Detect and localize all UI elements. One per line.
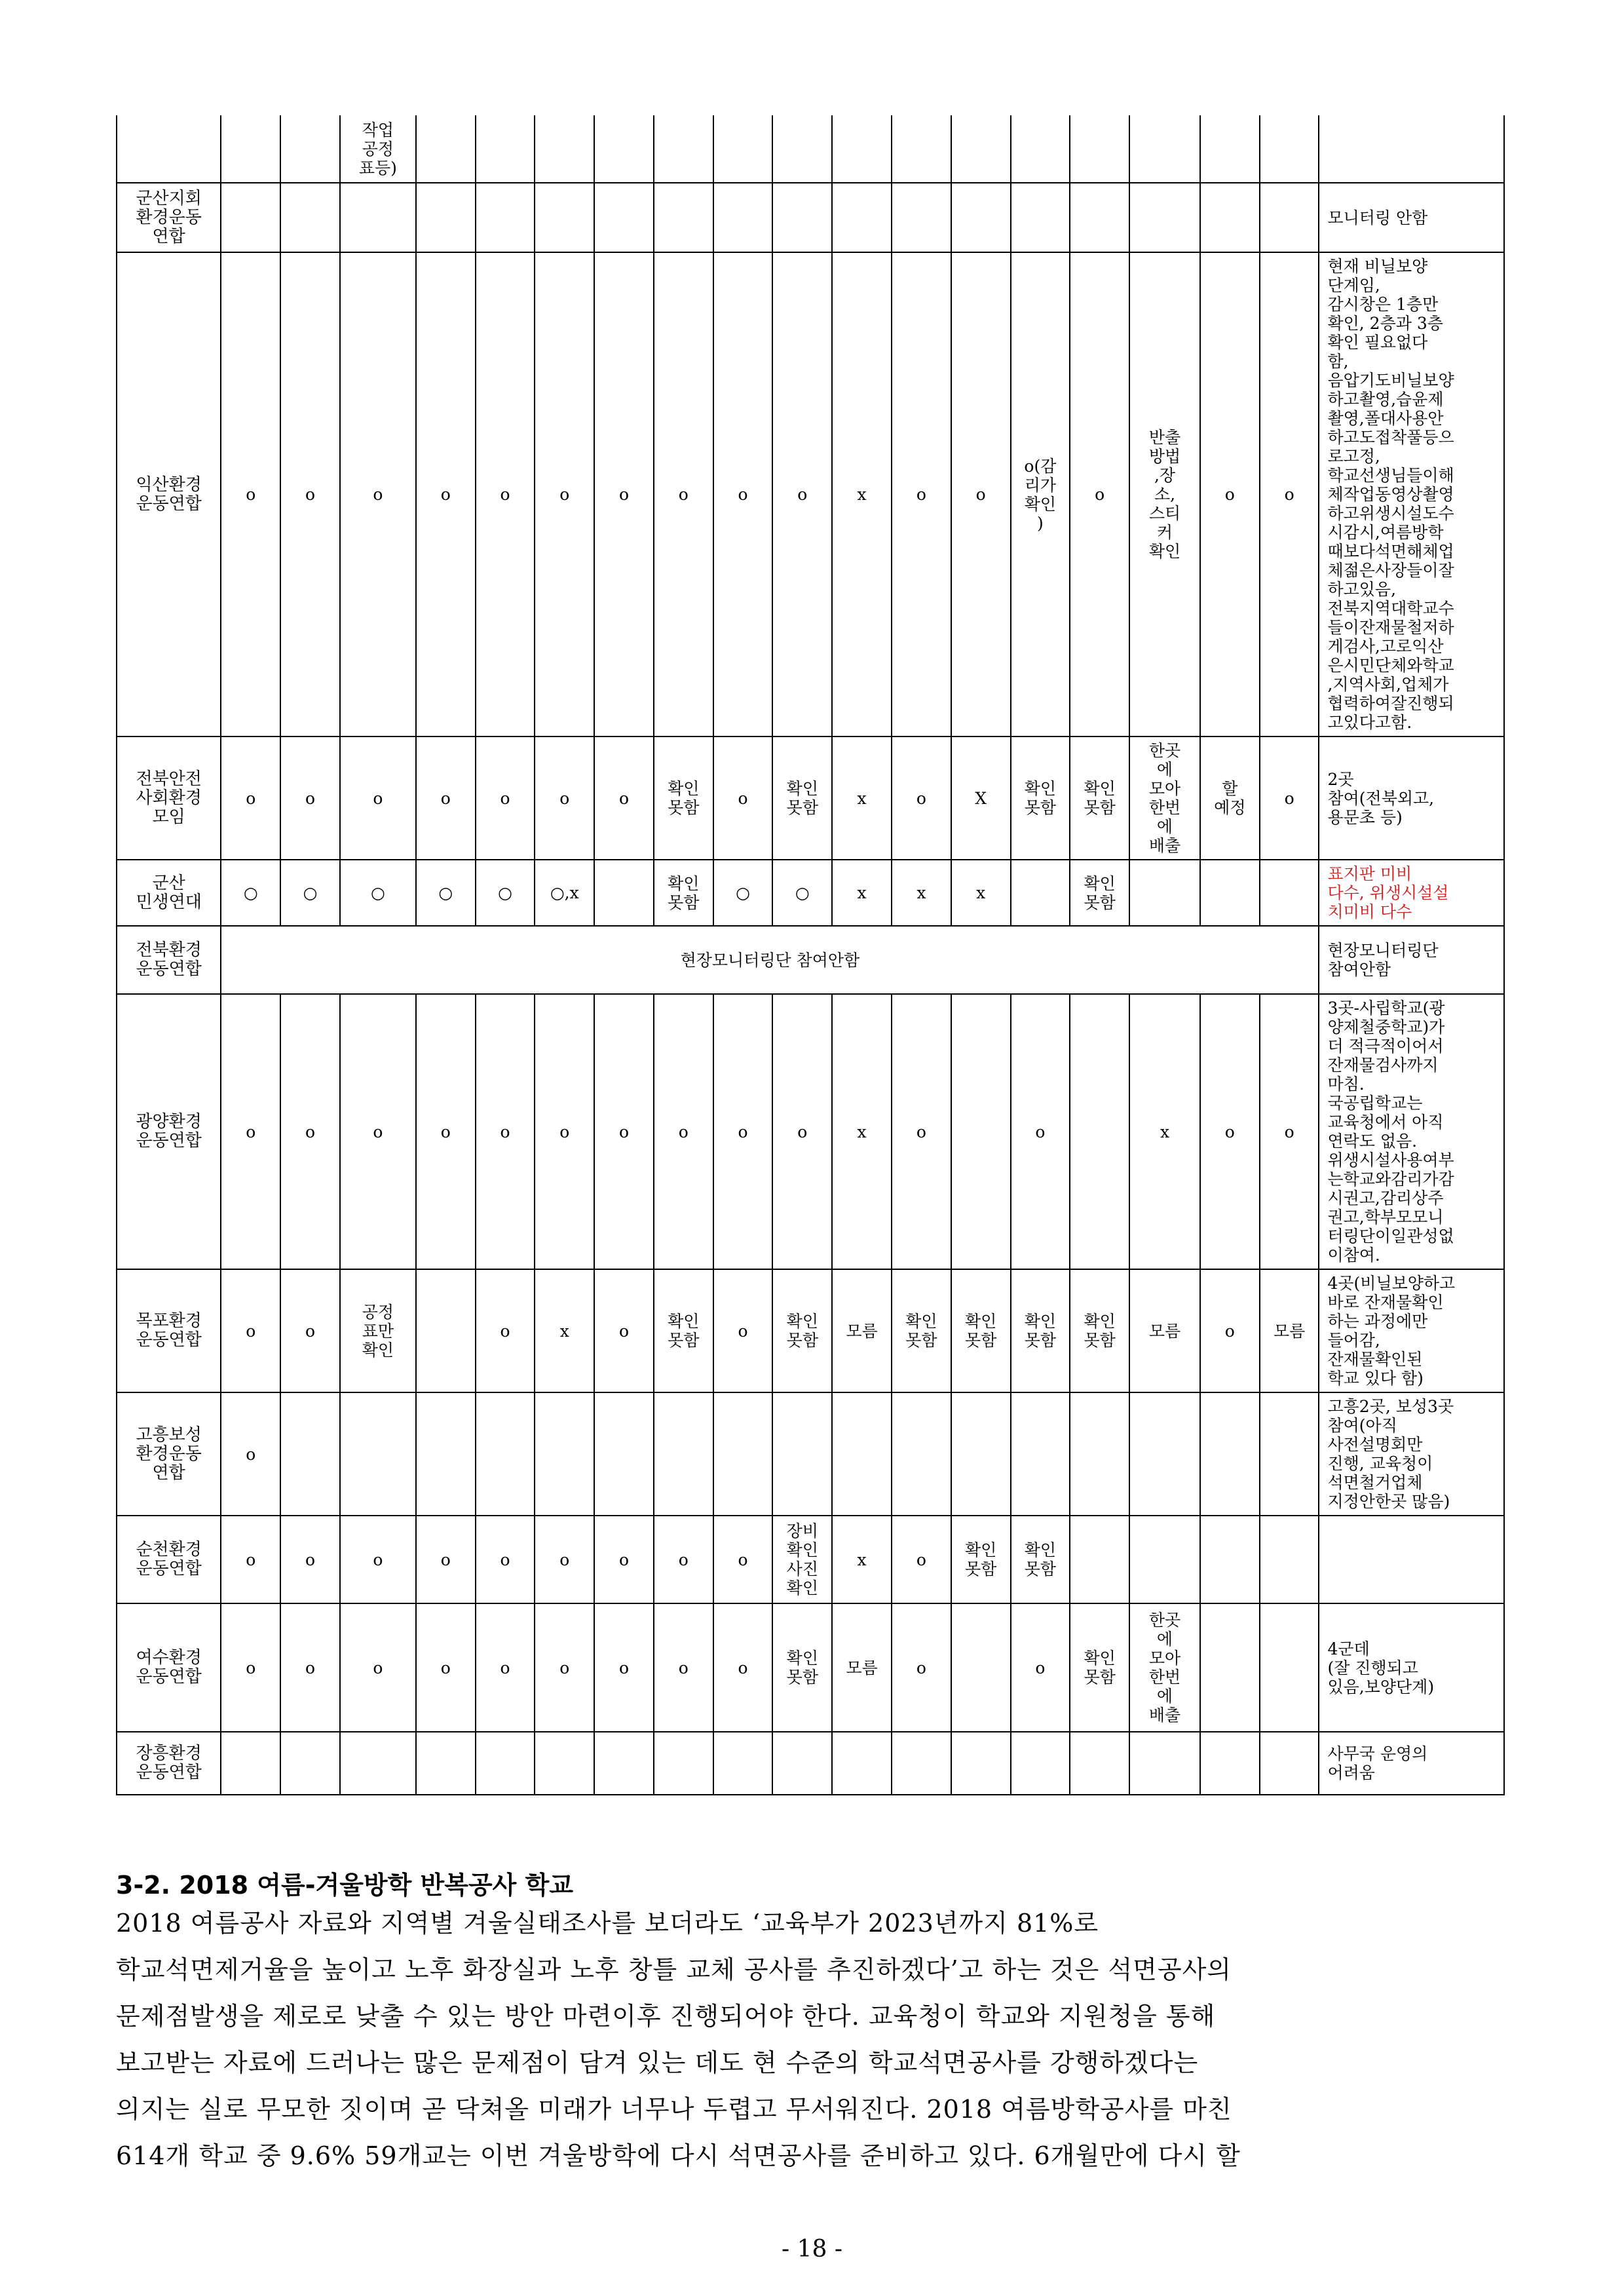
table-cell: 확인 못함	[772, 1269, 832, 1392]
paragraph-line: 학교석면제거율을 높이고 노후 화장실과 노후 창틀 교체 공사를 추진하겠다’고 하는 것은 석면공사의	[116, 1955, 1232, 1984]
table-cell: 확인 못함	[772, 737, 832, 860]
table-cell	[221, 183, 280, 252]
table-cell: o	[340, 252, 416, 737]
table-cell	[654, 115, 713, 183]
table-cell	[1200, 115, 1260, 183]
table-cell: o	[221, 1516, 280, 1603]
table-cell: 모름	[1260, 1269, 1319, 1392]
table-cell	[772, 1392, 832, 1516]
table-cell: o	[280, 994, 340, 1269]
table-cell: o(감 리가 확인 )	[1011, 252, 1070, 737]
table-cell	[1260, 860, 1319, 926]
table-cell	[1070, 183, 1129, 252]
table-cell: o	[221, 737, 280, 860]
table-cell	[1200, 1732, 1260, 1795]
table-cell: 모름	[1129, 1269, 1200, 1392]
table-cell	[1070, 1392, 1129, 1516]
table-cell: o	[594, 737, 654, 860]
table-cell	[713, 1732, 773, 1795]
table-cell: o	[535, 1516, 594, 1603]
table-cell: 확인 못함	[772, 1603, 832, 1732]
table-row	[117, 1603, 1504, 1732]
table-cell	[713, 183, 773, 252]
table-cell: o	[280, 252, 340, 737]
table-cell: 공정 표만 확인	[340, 1269, 416, 1392]
note-cell: 4곳(비닐보양하고 바로 잔재물확인 하는 과정에만 들어감, 잔재물확인된 학교 있다 함)	[1319, 1269, 1504, 1392]
table-row	[117, 252, 1504, 737]
table-cell: 확인 못함	[1070, 1269, 1129, 1392]
table-cell	[340, 183, 416, 252]
table-cell	[772, 1732, 832, 1795]
table-cell	[1200, 1516, 1260, 1603]
table-cell	[280, 1392, 340, 1516]
table-cell: o	[221, 1269, 280, 1392]
table-cell: o	[416, 737, 476, 860]
table-cell: x	[832, 252, 892, 737]
table-cell	[535, 1732, 594, 1795]
table-cell	[1200, 1603, 1260, 1732]
table-cell: o	[340, 737, 416, 860]
table-cell: o	[340, 1603, 416, 1732]
table-cell	[594, 1732, 654, 1795]
table-cell	[535, 183, 594, 252]
table-cell: o	[594, 994, 654, 1269]
table-cell	[1011, 860, 1070, 926]
table-cell: o	[221, 994, 280, 1269]
table-cell	[1011, 1732, 1070, 1795]
table-cell	[1260, 1603, 1319, 1732]
table-cell	[772, 115, 832, 183]
table-cell	[832, 115, 892, 183]
table-cell: o	[1011, 1603, 1070, 1732]
table-cell	[1129, 115, 1200, 183]
table-cell	[832, 183, 892, 252]
table-cell: o	[416, 1603, 476, 1732]
org-name-cell: 군산지회 환경운동 연합	[117, 183, 221, 252]
table-cell: X	[951, 737, 1011, 860]
table-cell: x	[892, 860, 951, 926]
table-row	[117, 1392, 1504, 1516]
table-cell	[340, 1392, 416, 1516]
table-cell: o	[713, 1516, 773, 1603]
table-cell: o	[221, 252, 280, 737]
paragraph-line: 의지는 실로 무모한 짓이며 곧 닥쳐올 미래가 너무나 두렵고 무서워진다. 2018 여름방학공사를 마친	[116, 2095, 1232, 2124]
table-cell: ○	[476, 860, 535, 926]
table-cell: o	[1200, 1269, 1260, 1392]
table-cell: ○	[416, 860, 476, 926]
org-name-cell: 목포환경 운동연합	[117, 1269, 221, 1392]
table-cell: o	[476, 1516, 535, 1603]
table-cell: ○	[340, 860, 416, 926]
table-cell	[1260, 115, 1319, 183]
table-cell	[416, 115, 476, 183]
table-cell: o	[1260, 737, 1319, 860]
table-cell: 확인 못함	[1011, 737, 1070, 860]
table-cell	[1129, 1392, 1200, 1516]
table-cell	[951, 1392, 1011, 1516]
table-cell: 확인 못함	[654, 1269, 713, 1392]
table-cell	[713, 1392, 773, 1516]
table-cell: o	[892, 1603, 951, 1732]
table-cell	[892, 183, 951, 252]
table-cell	[221, 1732, 280, 1795]
monitoring-table	[116, 115, 1505, 1795]
table-cell	[951, 1603, 1011, 1732]
table-cell: 확인 못함	[1011, 1516, 1070, 1603]
org-name-cell: 익산환경 운동연합	[117, 252, 221, 737]
table-cell	[1129, 1516, 1200, 1603]
table-cell: x	[832, 860, 892, 926]
paragraph-line: 614개 학교 중 9.6% 59개교는 이번 겨울방학에 다시 석면공사를 준비하고 있다. 6개월만에 다시 할	[116, 2141, 1241, 2170]
table-cell	[280, 1732, 340, 1795]
paragraph-line: 2018 여름공사 자료와 지역별 겨울실태조사를 보더라도 ‘교육부가 2023년까지 81%로	[116, 1909, 1099, 1938]
org-name-cell: 군산 민생연대	[117, 860, 221, 926]
table-cell: x	[832, 994, 892, 1269]
table-cell: o	[892, 252, 951, 737]
table-cell: o	[1260, 252, 1319, 737]
table-cell: o	[280, 1516, 340, 1603]
table-cell	[1260, 1732, 1319, 1795]
table-cell: ○	[221, 860, 280, 926]
table-cell: x	[1129, 994, 1200, 1269]
table-cell: o	[280, 737, 340, 860]
table-cell: o	[1200, 994, 1260, 1269]
table-cell	[476, 115, 535, 183]
table-cell: 모름	[832, 1269, 892, 1392]
table-cell	[340, 1732, 416, 1795]
page-number: - 18 -	[781, 2236, 843, 2263]
section-paragraph	[116, 1900, 1508, 2179]
table-cell	[1011, 115, 1070, 183]
table-cell	[892, 115, 951, 183]
table-cell	[951, 994, 1011, 1269]
table-row	[117, 926, 1504, 994]
table-cell	[1011, 183, 1070, 252]
table-cell: o	[1260, 994, 1319, 1269]
table-cell: 한곳 에 모아 한번 에 배출	[1129, 1603, 1200, 1732]
table-cell: o	[1200, 252, 1260, 737]
table-cell: o	[594, 252, 654, 737]
table-cell	[772, 183, 832, 252]
table-row	[117, 115, 1504, 183]
table-cell: ○,x	[535, 860, 594, 926]
table-cell: o	[713, 737, 773, 860]
table-cell	[1070, 115, 1129, 183]
table-row	[117, 1732, 1504, 1795]
table-cell: o	[713, 1603, 773, 1732]
note-cell: 고흥2곳, 보성3곳 참여(아직 사전설명회만 진행, 교육청이 석면철거업체 지정안한곳 많음)	[1319, 1392, 1504, 1516]
table-row	[117, 183, 1504, 252]
table-cell	[892, 1732, 951, 1795]
table-cell: o	[535, 737, 594, 860]
paragraph-line: 보고받는 자료에 드러나는 많은 문제점이 담겨 있는 데도 현 수준의 학교석면공사를 강행하겠다는	[116, 2048, 1199, 2077]
table-cell: 확인 못함	[654, 737, 713, 860]
table-cell	[416, 1269, 476, 1392]
table-cell: 작업 공정 표등)	[340, 115, 416, 183]
table-cell: ○	[772, 860, 832, 926]
note-cell	[1319, 115, 1504, 183]
table-cell: o	[340, 994, 416, 1269]
org-name-cell: 여수환경 운동연합	[117, 1603, 221, 1732]
table-cell: o	[892, 737, 951, 860]
table-cell: ○	[280, 860, 340, 926]
table-cell	[594, 1392, 654, 1516]
table-cell: o	[476, 1603, 535, 1732]
table-cell	[951, 1732, 1011, 1795]
table-cell: o	[1070, 252, 1129, 737]
table-cell: o	[654, 994, 713, 1269]
table-cell: o	[221, 1603, 280, 1732]
table-cell	[594, 183, 654, 252]
table-cell	[1129, 1732, 1200, 1795]
table-row	[117, 1269, 1504, 1392]
table-cell: 한곳 에 모아 한번 에 배출	[1129, 737, 1200, 860]
table-cell: 확인 못함	[1070, 1603, 1129, 1732]
note-cell: 3곳-사립학교(광 양제철중학교)가 더 적극적이어서 잔재물검사까지 마침. 국공립학교는 교육청에서 아직 연락도 없음. 위생시설사용여부 는학교와감리가감 시권고,감리상주 권고,학부모모니 터링단이일관성없 이참여.	[1319, 994, 1504, 1269]
table-cell	[1011, 1392, 1070, 1516]
note-cell: 현재 비닐보양 단계임, 감시창은 1층만 확인, 2층과 3층 확인 필요없다 함, 음압기도비닐보양 하고촬영,습윤제 촬영,폴대사용안 하고도접착풀등으 로고정, 학교선생님들이해 체작업동영상촬영 하고위생시설도수 시감시,여름방학 때보다석면해체업 체젊은사장들이잘 하고있음, 전북지역대학교수 들이잔재물철저하 게검사,고로익산 은시민단체와학교 ,지역사회,업체가 협력하여잘진행되 고있다고함.	[1319, 252, 1504, 737]
table-cell	[594, 860, 654, 926]
org-name-cell: 고흥보성 환경운동 연합	[117, 1392, 221, 1516]
table-cell	[221, 115, 280, 183]
table-cell: o	[594, 1603, 654, 1732]
note-cell: 2곳 참여(전북외고, 용문초 등)	[1319, 737, 1504, 860]
table-cell	[476, 1392, 535, 1516]
table-cell: ○	[713, 860, 773, 926]
table-cell: 확인 못함	[951, 1269, 1011, 1392]
table-cell: x	[832, 1516, 892, 1603]
table-cell: o	[476, 252, 535, 737]
table-cell: o	[280, 1603, 340, 1732]
table-cell: 확인 못함	[1011, 1269, 1070, 1392]
table-row	[117, 737, 1504, 860]
table-cell	[1070, 994, 1129, 1269]
table-cell: o	[654, 1516, 713, 1603]
org-name-cell: 순천환경 운동연합	[117, 1516, 221, 1603]
table-cell: 확인 못함	[892, 1269, 951, 1392]
table-cell: x	[832, 737, 892, 860]
table-cell: o	[713, 252, 773, 737]
table-cell	[1129, 183, 1200, 252]
note-cell: 모니터링 안함	[1319, 183, 1504, 252]
table-cell	[951, 115, 1011, 183]
table-cell	[416, 1732, 476, 1795]
table-cell	[892, 1392, 951, 1516]
table-row	[117, 860, 1504, 926]
table-cell: 반출 방법 ,장 소, 스티 커 확인	[1129, 252, 1200, 737]
table-cell: 확인 못함	[951, 1516, 1011, 1603]
table-cell: x	[535, 1269, 594, 1392]
table-cell	[1070, 1516, 1129, 1603]
table-cell	[1260, 1392, 1319, 1516]
table-cell: o	[416, 252, 476, 737]
paragraph-line: 문제점발생을 제로로 낮출 수 있는 방안 마련이후 진행되어야 한다. 교육청이 학교와 지원청을 통해	[116, 2002, 1216, 2031]
table-cell	[1070, 1732, 1129, 1795]
table-cell: o	[892, 1516, 951, 1603]
org-name-cell: 전북환경 운동연합	[117, 926, 221, 994]
table-cell: o	[340, 1516, 416, 1603]
note-cell: 4군데 (잘 진행되고 있음,보양단계)	[1319, 1603, 1504, 1732]
table-cell	[476, 1732, 535, 1795]
table-cell	[476, 183, 535, 252]
note-cell: 현장모니터링단 참여안함	[1319, 926, 1504, 994]
table-cell: 확인 못함	[654, 860, 713, 926]
table-cell: o	[476, 994, 535, 1269]
table-cell	[1129, 860, 1200, 926]
table-cell	[951, 183, 1011, 252]
table-cell	[832, 1732, 892, 1795]
table-cell: o	[535, 1603, 594, 1732]
table-cell: o	[892, 994, 951, 1269]
table-cell	[416, 183, 476, 252]
table-cell: o	[713, 1269, 773, 1392]
table-cell: o	[713, 994, 773, 1269]
table-cell	[1200, 860, 1260, 926]
table-row	[117, 1516, 1504, 1603]
merged-cell: 현장모니터링단 참여안함	[221, 926, 1319, 994]
table-cell: 확인 못함	[1070, 737, 1129, 860]
org-name-cell: 전북안전 사회환경 모임	[117, 737, 221, 860]
note-cell: 사무국 운영의 어려움	[1319, 1732, 1504, 1795]
table-cell: o	[654, 1603, 713, 1732]
note-cell	[1319, 1516, 1504, 1603]
table-cell	[594, 115, 654, 183]
table-cell	[832, 1392, 892, 1516]
table-cell	[1260, 183, 1319, 252]
org-name-cell: 광양환경 운동연합	[117, 994, 221, 1269]
table-cell	[1200, 1392, 1260, 1516]
table-row	[117, 994, 1504, 1269]
table-cell: o	[416, 994, 476, 1269]
table-cell	[416, 1392, 476, 1516]
table-cell: o	[221, 1392, 280, 1516]
table-cell: o	[416, 1516, 476, 1603]
table-cell: x	[951, 860, 1011, 926]
table-cell: o	[1011, 994, 1070, 1269]
table-cell: o	[280, 1269, 340, 1392]
table-cell: o	[476, 737, 535, 860]
table-cell	[1260, 1516, 1319, 1603]
table-cell: o	[476, 1269, 535, 1392]
table-cell	[1200, 183, 1260, 252]
table-cell	[535, 1392, 594, 1516]
section-heading: 3-2. 2018 여름-겨울방학 반복공사 학교	[116, 1871, 574, 1900]
table-cell: o	[951, 252, 1011, 737]
table-cell: 할 예정	[1200, 737, 1260, 860]
note-cell: 표지판 미비 다수, 위생시설설 치미비 다수	[1319, 860, 1504, 926]
table-cell: 확인 못함	[1070, 860, 1129, 926]
org-name-cell: 장흥환경 운동연합	[117, 1732, 221, 1795]
table-cell	[535, 115, 594, 183]
table-cell	[654, 1392, 713, 1516]
table-cell: o	[772, 994, 832, 1269]
table-cell: o	[535, 252, 594, 737]
table-cell	[280, 115, 340, 183]
table-cell	[713, 115, 773, 183]
org-name-cell	[117, 115, 221, 183]
table-cell	[280, 183, 340, 252]
table-cell: o	[654, 252, 713, 737]
table-cell: o	[772, 252, 832, 737]
table-cell	[654, 1732, 713, 1795]
table-cell: o	[594, 1269, 654, 1392]
table-cell: 장비 확인 사진 확인	[772, 1516, 832, 1603]
table-cell: o	[594, 1516, 654, 1603]
table-cell: o	[535, 994, 594, 1269]
table-cell: 모름	[832, 1603, 892, 1732]
table-cell	[654, 183, 713, 252]
